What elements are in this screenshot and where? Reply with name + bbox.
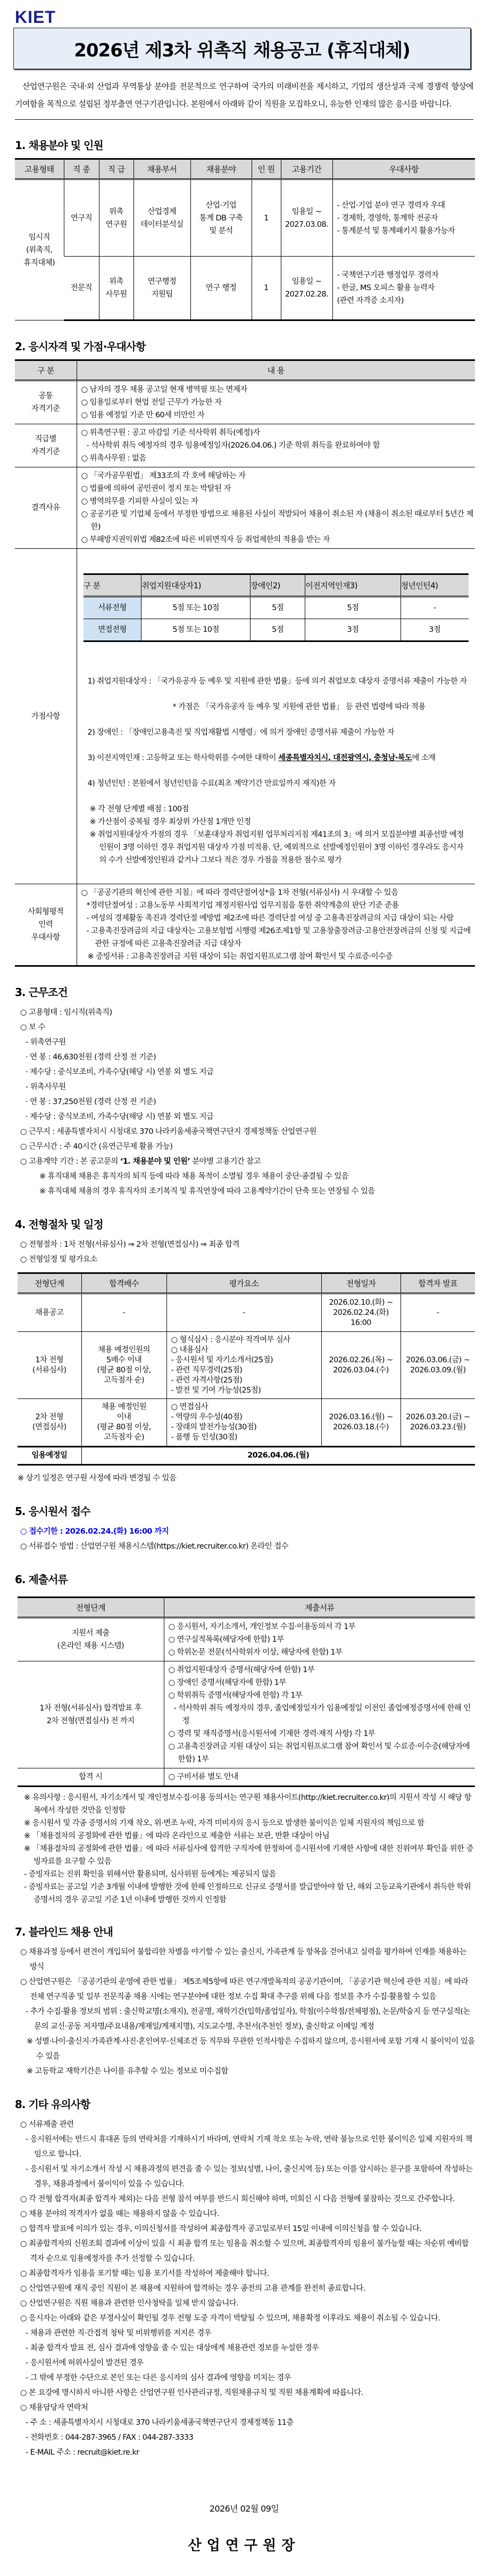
list-item: - 위촉연구원 [26,1038,66,1047]
docs [164,1618,475,1661]
item-list [15,1791,475,1906]
cell: 채용공고 [18,1294,81,1332]
signature: 산업연구원장 [188,2538,301,2554]
list-item: ○ 「국가공무원법」 제33조의 각 호에 해당하는 자 [81,472,246,480]
list-item: ○ 위촉사무원 : 없음 [81,454,146,463]
list-item: ○ 학위논문 전문(석사학위자 이상, 해당자에 한함) 1부 [168,1648,343,1657]
section-heading: 2. 응시자격 및 가점·우대사항 [15,340,146,353]
col-header: 구 분 [84,574,141,597]
list-item: ○ 장애인 증명서(해당자에 한함) 1부 [168,1678,286,1687]
row-content [77,884,475,966]
section-heading: 8. 기타 유의사항 [15,2098,90,2111]
section-application [15,1504,475,1554]
row-label: 직급별 자격기준 [15,424,77,467]
headcount: 1 [252,257,281,320]
cell: - [166,1294,321,1332]
list-item: ○ 각 전형 합격자(최종 합격자 제외)는 다음 전형 참석 여부를 반드시 회신해야 하며, 미회신 시 다음 전형에 불참하는 것으로 간주합니다. [20,2195,455,2203]
cell: 5점 [250,619,305,641]
table-row [18,1447,475,1465]
list-item: ○ 산업연구원에 재직 중인 직원이 본 채용에 지원하여 합격하는 경우 종전의 고용 관계를 완전히 종료합니다. [20,2284,365,2293]
list-item: - 응시원서에는 반드시 휴대폰 등의 연락처를 기재하시기 바라며, 연락처 기재 착오 또는 누락, 연락 불능으로 인한 불이익은 일체 지원자의 책임으로 합니다. [26,2135,472,2159]
item-list [169,1620,474,1659]
docs [164,1661,475,1768]
bonus-points-table [84,573,469,642]
list-item: ○ 최종합격자가 임용을 포기할 때는 임용 포기서를 작성하여 제출해야 합니다. [20,2269,269,2278]
table-row [15,549,475,884]
list-item: ○ 근무시간 : 주 40시간 (유연근무제 활용 가능) [20,1142,173,1151]
schedule-table [18,1272,475,1466]
list-item: ○ 근무지 : 세종특별자치시 시청대로 370 나라키움세종국책연구단지 경제정책동 산업연구원 [20,1127,316,1136]
list-item: ※ 가산점이 중복될 경우 최상위 가산점 1개만 인정 [89,818,251,826]
period: 임용일 ~ 2027.03.08. [281,179,332,257]
docs [164,1768,475,1787]
divider [15,119,473,120]
page-title: 2026년 제3차 위촉직 채용공고 (휴직대체) [13,28,471,69]
list-item: ○ 산업연구원은 「공공기관의 운영에 관한 법률」 제5조제5항에 따른 연구개발목적의 공공기관이며, 「공공기관 혁신에 관한 지침」에 따라 전체 연구직종 및 일부 전문직종 채용 시에는 연구분야에 대한 정보 수집 확대 추구를 위해 다음 정보를 추가 수집·활용할 수 있음 [20,1978,469,2001]
list-item: ○ 임용 예정일 기준 만 60세 미만인 자 [81,411,205,419]
item-list [15,1945,475,2079]
col-header: 청년인턴4) [400,574,469,597]
footnote-1-sub: * 가점은 「국가유공자 등 예우 및 지원에 관한 법률」 등 관련 법령에 따라 적용 [172,703,425,711]
list-item: ○ 연구실적목록(해당자에 한함) 1부 [168,1635,284,1644]
cell: 5점 [305,597,400,619]
field: 연구 행정 [190,257,252,320]
list-item: ○ 「공공기관의 혁신에 관한 지침」에 따라 경력단절여성*을 1차 전형(서류심사) 시 우대할 수 있음 [81,888,398,897]
cell: 1차 전형 (서류심사) [18,1332,81,1399]
list-item: ※ 응시원서 및 각종 증명서의 기재 착오, 위·변조 누락, 자격 미비자의 응시 등으로 발생한 불이익은 일체 지원자의 책임으로 함 [24,1819,424,1828]
list-item: - 석사학위 취득 예정자의 경우, 졸업예정일자가 임용예정일 이전인 졸업예정증명서에 한해 인정 [173,1704,471,1725]
table-row [15,381,475,424]
list-item: ※ 「채용절차의 공정화에 관한 법률」에 따라 서류심사에 합격한 구직자에 한정하여 응시원서에 기재한 사항에 대한 진위여부 확인을 위한 증빙자료를 요구할 수 있음 [24,1845,473,1866]
list-item: - 추가 수집·활용 정보의 범위 : 출신학교명(소재지), 전공명, 재학기간(입학/졸업일자), 학점(이수학점/전체평점), 논문/학술지 등 연구실적(논문의 교신·공동 저자명/주요내용/게재일/게재지명), 지도교수명, 추천서(추천인 정보), 출신학교 이메일 계정 [26,2007,470,2031]
period: 임용일 ~ 2027.02.28. [281,257,332,320]
row-label: 공통 자격기준 [15,381,77,424]
list-item: - 응시원서 및 자기소개서 작성 시 채용과정의 편견을 줄 수 있는 정보(성별, 나이, 출신지역 등) 또는 이를 암시하는 문구를 포함하여 작성하는 경우, 채용과정에서 불이익이 있을 수 있습니다. [26,2165,473,2188]
list-item: ※ 성별·나이·출신지·가족관계·사진·혼인여부·신체조건 등 직무와 무관한 인적사항은 수집하지 않으며, 응시원서에 포함 기재 시 불이익이 있을 수 있음 [27,2037,475,2061]
cell: ○ 형식심사 : 응시분야 적격여부 심사 ○ 내용심사 - 응시원서 및 자기소개서(25점) - 관련 직무경력(25점) - 관련 자격사항(25점) - 발전 및 기여 가능성(25점) [166,1332,321,1399]
list-item: ○ 고용촉진장려금 지원 대상이 되는 취업지원프로그램 참여 확인서 및 수료증·이수증(해당자에 한함) 1부 [168,1742,470,1764]
section-heading: 6. 제출서류 [15,1573,68,1586]
col-header: 구 분 [15,360,77,381]
col-header: 전형일자 [321,1273,400,1294]
department: 산업경제 데이터분석실 [133,179,190,257]
row-label: 사회형평적 인력 우대사항 [15,884,77,966]
section-heading: 1. 채용분야 및 인원 [15,139,103,152]
list-item: ○ 최종합격자의 신원조회 결과에 이상이 있을 시 최종 합격 또는 임용을 취소할 수 있으며, 최종합격자의 임용이 불가능할 때는 차순위 예비합격자 순으로 임용예정자를 추가 선정할 수 있습니다. [20,2240,469,2263]
table-row [15,179,475,257]
list-item: - 응시원서에 허위사실이 발견된 경우 [26,2359,144,2367]
list-item: ※ 각 전형 단계별 배점 : 100점 [89,805,189,813]
list-item: - 그 밖에 부정한 수단으로 본인 또는 다른 응시자의 심사 결과에 영향을 미치는 경우 [26,2374,291,2382]
cell: - [400,1294,475,1332]
stage: 지원서 제출 (온라인 채용 시스템) [18,1618,164,1661]
preference: - 산업·기업 분야 연구 경력자 우대 - 경제학, 경영학, 통계학 전공자 - 통계분석 및 통계패키지 활용가능자 [332,179,475,257]
col-header: 취업지원대상자1) [141,574,251,597]
list-item: ○ 학위취득 증명서(해당자에 한함) 각 1부 [168,1691,303,1700]
list-item: ○ 채용과정 등에서 편견이 개입되어 불합리한 차별을 야기할 수 있는 출신지, 가족관계 등 항목을 걷어내고 실력을 평가하여 인재를 채용하는 방식 [20,1948,467,1971]
department: 연구행정 지원팀 [133,257,190,320]
row-content [77,424,475,467]
list-item: ※ 휴직대체 채용의 경우 휴직자의 조기복직 및 휴직연장에 따라 고용계약기간이 단축 또는 연장될 수 있음 [39,1187,375,1196]
list-item: ○ 전형절차 : 1차 전형(서류심사) ⇒ 2차 전형(면접심사) ⇒ 최종 합격 [20,1240,239,1249]
list-item: ○ 본 요강에 명시하지 아니한 사항은 산업연구원 인사관리규정, 직원채용규칙 및 직원 채용계획에 따릅니다. [20,2389,363,2397]
kiet-logo: KIET [15,7,56,27]
table-row [84,619,469,641]
section-selection-procedure [15,1217,475,1486]
section-heading: 5. 응시원서 접수 [15,1505,90,1518]
section-heading: 7. 블라인드 채용 안내 [15,1925,113,1938]
section-work-conditions [15,985,475,1199]
row-label: 가점사항 [15,549,77,884]
stage: 합격 시 [18,1768,164,1787]
list-item: ○ 채용담당자 연락처 [20,2404,88,2412]
list-item: ○ 구비서류 별도 안내 [168,1773,238,1781]
table-header-row [18,1598,475,1618]
col-header: 이전지역인재3) [305,574,400,597]
list-item: ○ 전형일정 및 평가요소 [20,1255,97,1264]
item-list [81,470,474,546]
col-header: 고용기간 [281,159,332,179]
list-item: ○ 산업연구원은 직원 채용과 관련한 인사청탁을 일체 받지 않습니다. [20,2299,239,2308]
contract-period: ○ 고용계약 기간 : 본 공고문의 ‘1. 채용분야 및 인원’ 분야별 고용기간 참고 [20,1157,261,1166]
cell: 2차 전형 (면접심사) [18,1399,81,1447]
footnote-1: 1) 취업지원대상자 : 「국가유공자 등 예우 및 지원에 관한 법률」등에 의거 취업보호 대상자 증명서류 제출이 가능한 자 [87,677,467,686]
row-content [77,381,475,424]
item-list [81,426,474,465]
table-row [18,1768,475,1787]
list-item: ○ 경력 및 재직증명서(응시원서에 기재한 경력·재직 사항) 각 1부 [168,1730,375,1738]
notice-date: 2026년 02월 09일 [209,2504,279,2514]
list-item: · 제수당 : 중식보조비, 가족수당(해당 시) 연봉 외 별도 지급 [26,1068,214,1076]
table-row [18,1332,475,1399]
list-item: ※ 증빙서류 : 고용촉진장려금 지원 대상이 되는 취업지원프로그램 참여 확인서 및 수료증·이수증 [87,952,393,961]
item-list [81,886,474,963]
list-item: ○ 서류제출 관련 [20,2120,74,2129]
field: 산업·기업 통계 DB 구축 및 분석 [190,179,252,257]
table-row [15,467,475,549]
cell: 2026.03.16.(월) ~ 2026.03.18.(수) [321,1399,400,1447]
cell: - [81,1294,166,1332]
cell: - [400,597,469,619]
documents-table [18,1596,475,1787]
row-label: 면접전형 [84,619,141,641]
col-header: 내 용 [77,360,475,381]
footnote-4: 4) 청년인턴 : 본원에서 청년인턴을 수료(최초 계약기간 만료일까지 재직)한 자 [87,779,336,788]
list-item: ○ 법률에 의하여 공민권이 정지 또는 박탈된 자 [81,484,231,493]
cell: 5점 또는 10점 [141,597,251,619]
employment-type: 임시직 (위촉직, 휴직대체) [15,179,64,320]
table-header-row [15,159,475,179]
list-item: ※ 취업지원대상자 가점의 경우 「보훈대상자 취업지원 업무처리지침 제41조의 3」에 의거 모집분야별 최종선발 예정인원이 3명 이하인 경우 취업지원 대상자 가점 미적용. 단, 예외적으로 선발예정인원이 3명 이하인 경우라도 응시자의 수가 선발예정인원과 같거나 그보다 적은 경우 가점을 적용한 점수로 평가 [89,830,464,865]
item-list [15,1237,475,1267]
list-item: · 제수당 : 중식보조비, 가족수당(해당 시) 연봉 외 별도 지급 [26,1113,214,1121]
section-documents [15,1572,475,1906]
list-item: ※ 고등학교 재학기간은 나이를 유추할 수 있는 정보로 미수집함 [27,2067,228,2076]
grade: 위촉 연구원 [99,179,133,257]
appointment-date: 2026.04.06.(월) [81,1447,475,1465]
cell: 3점 [305,619,400,641]
col-header: 우대사항 [332,159,475,179]
qualification-table [15,359,475,967]
cell: 채용 예정인원 이내 (평균 80점 이상, 고득점자 순) [81,1399,166,1447]
col-header: 평가요소 [166,1273,321,1294]
table-row [15,257,475,320]
list-item: ○ 응시자는 아래와 같은 부정사실이 확인될 경우 전형 도중 자격이 박탈될 수 있으며, 채용확정 이후라도 채용이 취소될 수 있습니다. [20,2314,440,2323]
list-item: - 주 소 : 세종특별자치시 시청대로 370 나라키움세종국책연구단지 경제정책동 11층 [26,2418,294,2427]
col-header: 장애인2) [250,574,305,597]
table-row [18,1618,475,1661]
cell: 5점 또는 10점 [141,619,251,641]
cell: ○ 면접심사 - 역량의 우수성(40점) - 장래의 발전가능성(30점) - 품행 등 인성(30점) [166,1399,321,1447]
col-header: 채용부서 [133,159,190,179]
list-item: ※ 휴직대체 채용은 휴직자의 퇴직 등에 따라 채용 목적이 소멸될 경우 채용이 중단·종결될 수 있음 [39,1172,349,1181]
section-heading: 4. 전형절차 및 일정 [15,1218,103,1231]
preference: - 국책연구기관 행정업무 경력자 - 한글, MS 오피스 활용 능력자 (관련 자격증 소지자) [332,257,475,320]
list-item: ○ 병역의무를 기피한 사실이 있는 자 [81,497,198,506]
schedule-note: ※ 상기 일정은 연구원 사정에 따라 변경될 수 있음 [18,1474,177,1483]
list-item: - 최종 합격자 발표 전, 심사 결과에 영향을 줄 수 있는 대상에게 채용관련 정보를 누설한 경우 [26,2344,319,2352]
cell: 2026.03.06.(금) ~ 2026.03.09.(월) [400,1332,475,1399]
stage: 1차 전형(서류심사) 합격발표 후 2차 전형(면접심사) 전 까지 [18,1661,164,1768]
list-item: *경력단절여성 : 고용노동부 사회적기업 재정지원사업 업무지침을 통한 취약계층의 판단 기준 준용 [86,901,399,910]
list-item: ○ 고용형태 : 임시직(위촉직) [20,1008,112,1017]
cell: 2026.02.10.(화) ~ 2026.02.24.(화) 16:00 [321,1294,400,1332]
col-header: 합격자 발표 [400,1273,475,1294]
col-header: 제출서류 [164,1598,475,1618]
list-item: ○ 공공기관 및 기업체 등에서 부정한 방법으로 채용된 사실이 적발되어 채용이 취소된 자 (채용이 취소된 때로부터 5년간 제한) [81,510,473,531]
list-item: ○ 합격자 발표에 이의가 있는 경우, 이의신청서를 작성하여 최종합격자 공고일로부터 15일 이내에 이의신청을 할 수 있습니다. [20,2225,422,2233]
table-row [18,1399,475,1447]
list-item: - 석사학위 취득 예정자의 경우 임용예정일자(2026.04.06.) 기준 학위 취득을 완료하여야 함 [86,441,380,450]
table-row [18,1294,475,1332]
section-heading: 3. 근무조건 [15,986,68,999]
cell: 2026.03.20.(금) ~ 2026.03.23.(월) [400,1399,475,1447]
section-blind-hiring [15,1924,475,2079]
intro-paragraph: 산업연구원은 국내·외 산업과 무역통상 분야를 전문적으로 연구하여 국가의 미래비전을 제시하고, 기업의 생산성과 국제 경쟁력 향상에 기여함을 목적으로 설립된 정부출연 연구기관입니다. 본원에서 아래와 같이 직원을 모집하오니, 유능한 인재의 많은 응시를 바랍니다. [15,81,473,109]
section-qualifications [15,339,475,967]
row-label: 서류전형 [84,597,141,619]
section-other-notes [15,2097,475,2460]
col-header: 인 원 [252,159,281,179]
job-type: 연구직 [64,179,99,257]
list-item: ○ 취업지원대상자 증명서(해당자에 한함) 1부 [168,1666,315,1674]
deadline: ○ 접수기한 : 2026.02.24.(화) 16:00 까지 [20,1527,169,1536]
col-header: 전형단계 [18,1598,164,1618]
cell: 3점 [400,619,469,641]
list-item: ○ 남자의 경우 채용 공고일 현재 병역필 또는 면제자 [81,385,247,394]
list-item: - 여성의 경제활동 촉진과 경력단절 예방법 제2조에 따른 경력단절 여성 중 고용촉진장려금의 지급 대상이 되는 사람 [86,914,454,923]
col-header: 전형단계 [18,1273,81,1294]
list-item: - E-MAIL 주소 : recruit@kiet.re.kr [26,2448,139,2457]
table-header-row [84,574,469,597]
table-row [18,1661,475,1768]
list-item: - 위촉사무원 [26,1083,66,1091]
list-item: ○ 보 수 [20,1023,45,1032]
list-item: ○ 부패방지권익위법 제82조에 따른 비위면직자 등 취업제한의 적용을 받는 자 [81,536,330,544]
list-item: ※ 「채용절차의 공정화에 관한 법률」에 따라 온라인으로 제출한 서류는 보관, 반환 대상이 아님 [24,1832,330,1840]
list-item: · 연 봉 : 37,250천원 (경력 산정 전 기준) [26,1098,156,1106]
col-header: 고용형태 [15,159,64,179]
item-list [20,1169,475,1199]
col-header: 직 급 [99,159,133,179]
cell: 채용 예정인원의 5배수 이내 (평균 80점 이상, 고득점자 순) [81,1332,166,1399]
list-item: - 증빙자료는 공고일 기준 3개월 이내에 발행한 것에 한해 인정하므로 신규로 증명서를 발급받아야 함 단, 해외 고등교육기관에서 취득한 학위 증명서의 경우 공고일 기준 1년 이내에 발행한 것까지 인정함 [24,1883,471,1904]
table-row [84,597,469,619]
table-header-row [15,360,475,381]
table-header-row [18,1273,475,1294]
col-header: 직 종 [64,159,99,179]
list-item: - 채용과 관련한 직·간접적 청탁 및 비위행위를 저지른 경우 [26,2329,212,2338]
row-content [77,549,475,884]
table-row [15,884,475,966]
list-item: ○ 응시원서, 자기소개서, 개인정보 수집·이용동의서 각 1부 [168,1623,356,1631]
appointment-label: 임용예정일 [18,1447,81,1465]
list-item: · 연 봉 : 46,630천원 (경력 산정 전 기준) [26,1053,156,1061]
list-item: ○ 위촉연구원 : 공고 마감일 기준 석사학위 취득(예정)자 [81,429,260,437]
item-list [20,1005,475,1154]
headcount: 1 [252,179,281,257]
list-item: ○ 임용일로부터 현업 전일 근무가 가능한 자 [81,398,222,407]
row-label: 결격사유 [15,467,77,549]
list-item: ○ 채용 분야의 적격자가 없을 때는 채용하지 않을 수 있습니다. [20,2210,219,2218]
list-item: ※ 유의사항 : 응시원서, 자기소개서 및 개인정보수집·이용 동의서는 연구원 채용사이트(http://kiet.recruiter.co.kr)의 지원서 작성 시 해당 항목에서 작성한 것만을 인정함 [24,1793,471,1815]
grade: 위촉 사무원 [99,257,133,320]
col-header: 합격배수 [81,1273,166,1294]
footnote-2: 2) 장애인 : 「장애인고용촉진 및 직업재활법 시행령」에 의거 장애인 증명서류 제출이 가능한 자 [87,728,395,737]
cell: 5점 [250,597,305,619]
list-item: - 전화번호 : 044-287-3965 / FAX : 044-287-3333 [26,2433,194,2442]
list-item: - 증빙자료는 진위 확인을 위해서만 활용되며, 심사위원 등에게는 제공되지 않음 [24,1870,276,1879]
footnote-3: 3) 이전지역인재 : 고등학교 또는 학사학위를 수여한 대학이 세종특별자치시, 대전광역시, 충청남·북도에 소재 [87,754,436,762]
item-list [81,383,474,422]
section-recruitment-fields [15,138,475,321]
table-row [15,424,475,467]
item-list [169,1771,474,1783]
item-list [15,2117,475,2460]
col-header: 채용분야 [190,159,252,179]
item-list [169,1664,474,1766]
job-type: 전문직 [64,257,99,320]
recruitment-table [15,158,475,321]
cell: 2026.02.26.(목) ~ 2026.03.04.(수) [321,1332,400,1399]
item-list [84,803,469,867]
row-content [77,467,475,549]
application-method: ○ 서류접수 방법 : 산업연구원 채용시스템(https://kiet.recruiter.co.kr) 온라인 접수 [20,1542,288,1551]
list-item: - 고용촉진장려금의 지급 대상자는 고용보험법 시행령 제26조제1항 및 고용창출장려금·고용안전장려금의 신청 및 지급에 관한 규정에 따른 고용촉진장려금 지급 대상자 [86,927,471,948]
